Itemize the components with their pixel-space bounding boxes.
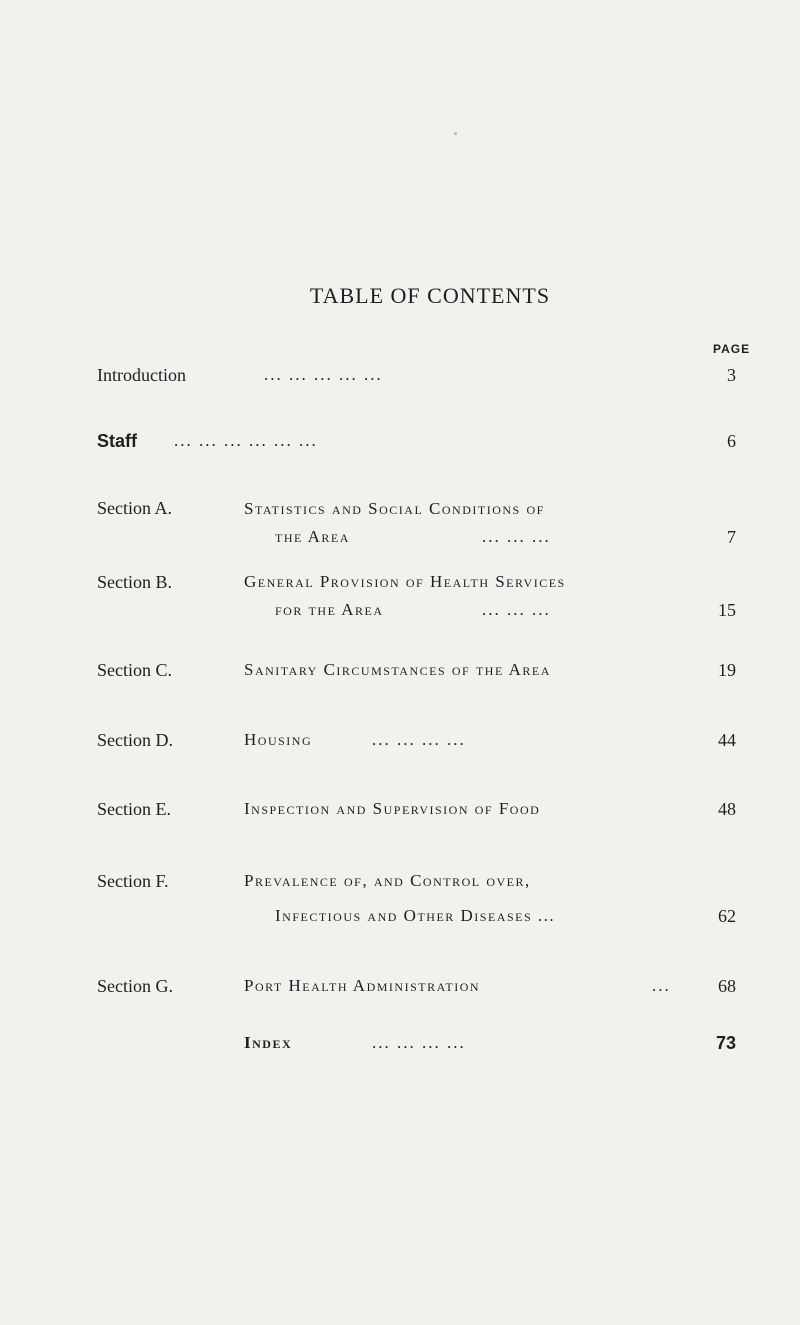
entry-leaders-section-g: ... [652, 976, 671, 995]
entry-title-section-g: Port Health Administration [244, 976, 481, 995]
entry-title-section-f-line1: Prevalence of, and Control over, [244, 871, 531, 890]
entry-leaders-section-a: ... ... ... [482, 527, 551, 546]
entry-leaders-section-d: ... ... ... ... [372, 730, 466, 749]
entry-page-section-c: 19 [718, 660, 736, 680]
entry-title-section-b-line1: General Provision of Health Services [244, 572, 566, 591]
entry-page-staff: 6 [727, 431, 736, 451]
entry-title-section-e: Inspection and Supervision of Food [244, 799, 541, 818]
entry-label-section-a: Section A. [97, 498, 172, 518]
entry-page-section-g: 68 [718, 976, 736, 996]
entry-page-introduction: 3 [727, 365, 736, 385]
entry-label-section-g: Section G. [97, 976, 173, 996]
entry-leaders-index: ... ... ... ... [372, 1033, 466, 1052]
paper-speck [454, 132, 457, 135]
entry-page-section-a: 7 [727, 527, 736, 547]
entry-page-section-f: 62 [718, 906, 736, 926]
entry-title-section-a-line2: the Area [275, 527, 350, 546]
entry-label-section-c: Section C. [97, 660, 172, 680]
entry-leaders-section-b: ... ... ... [482, 600, 551, 619]
entry-label-section-f: Section F. [97, 871, 169, 891]
entry-label-section-d: Section D. [97, 730, 173, 750]
entry-page-section-b: 15 [718, 600, 736, 620]
entry-title-section-d: Housing [244, 730, 313, 749]
entry-title-section-f-line2: Infectious and Other Diseases ... [275, 906, 556, 925]
entry-label-introduction: Introduction [97, 365, 186, 385]
entry-leaders-staff: ... ... ... ... ... ... [174, 431, 318, 450]
page-title: TABLE OF CONTENTS [309, 283, 551, 308]
entry-label-section-b: Section B. [97, 572, 172, 592]
entry-page-index: 73 [715, 1033, 736, 1053]
entry-title-index: Index [244, 1033, 293, 1052]
entry-page-section-e: 48 [718, 799, 736, 819]
entry-title-section-c: Sanitary Circumstances of the Area [244, 660, 551, 679]
page-column-heading: PAGE [713, 342, 751, 356]
entry-label-staff: Staff [97, 431, 137, 451]
entry-title-section-a-line1: Statistics and Social Conditions of [244, 499, 545, 518]
entry-title-section-b-line2: for the Area [275, 600, 384, 619]
entry-leaders-introduction: ... ... ... ... ... [264, 365, 383, 384]
entry-page-section-d: 44 [718, 730, 736, 750]
entry-label-section-e: Section E. [97, 799, 171, 819]
